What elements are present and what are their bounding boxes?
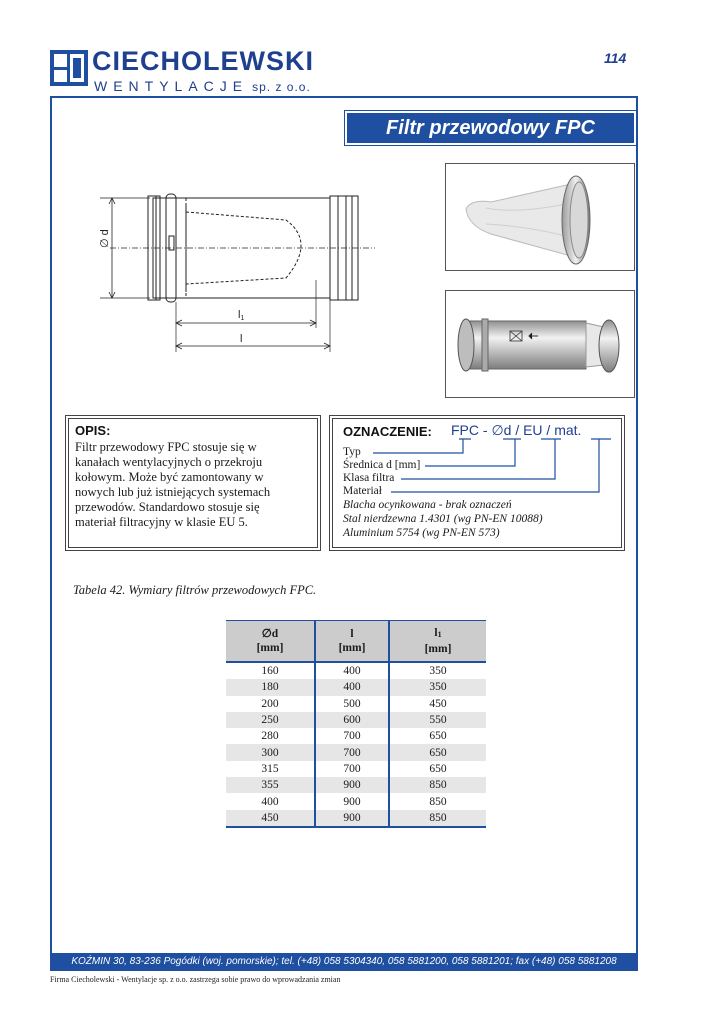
table-cell: 300	[226, 744, 315, 760]
table-cell: 315	[261, 762, 279, 775]
brand-sub-text: WENTYLACJE	[94, 78, 249, 94]
product-photo-duct-filter	[445, 290, 635, 398]
table-cell: 850	[389, 810, 486, 827]
table-cell: 400	[315, 662, 389, 679]
table-cell: 900	[315, 777, 389, 793]
table-row	[226, 679, 486, 695]
table-row	[226, 662, 486, 679]
table-cell: 200	[261, 697, 279, 710]
description-line: Filtr przewodowy FPC stosuje się w	[75, 440, 257, 454]
material-option: Stal nierdzewna 1.4301 (wg PN-EN 10088)	[343, 513, 543, 525]
table-row	[226, 810, 486, 827]
table-cell: 850	[389, 777, 486, 793]
column-header-l1: l1 [mm]	[389, 621, 486, 663]
product-photo-filter-bag	[445, 163, 635, 271]
designation-item-type: Typ	[343, 446, 361, 458]
table-cell: 355	[226, 777, 315, 793]
l-label: l	[240, 333, 243, 345]
table-cell: 900	[315, 810, 389, 827]
table-cell: 400	[315, 679, 389, 695]
table-cell: 600	[315, 712, 389, 728]
page-title: Filtr przewodowy FPC	[345, 111, 636, 145]
page-number: 114	[604, 50, 627, 66]
footer-address: KOŹMIN 30, 83-236 Pogódki (woj. pomorskie); tel. (+48) 058 5304340, 058 5881200, 058 5881201; fax (+48) 058 5881208	[50, 953, 638, 971]
table-cell: 350	[429, 665, 447, 678]
table-row	[226, 777, 486, 793]
description-line: przewodów. Standardowo stosuje się	[75, 500, 260, 514]
table-caption: Tabela 42. Wymiary filtrów przewodowych FPC.	[73, 583, 317, 597]
table-cell: 180	[226, 679, 315, 695]
description-line: nowych lub już istniejących systemach	[75, 485, 271, 499]
table-cell: 450	[226, 810, 315, 827]
diameter-label: ∅ d	[99, 229, 111, 248]
table-cell: 500	[315, 696, 389, 712]
designation-heading: OZNACZENIE:	[343, 424, 432, 439]
brand-name: CIECHOLEWSKI	[92, 46, 315, 76]
table-cell: 700	[315, 761, 389, 777]
table-cell: 450	[429, 697, 447, 710]
designation-item-diameter: Średnica d [mm]	[343, 459, 421, 471]
table-cell: 650	[429, 762, 447, 775]
material-option: Blacha ocynkowana - brak oznaczeń	[343, 499, 512, 511]
description-heading: OPIS:	[75, 423, 111, 438]
column-header-diameter: ∅d [mm]	[226, 621, 315, 663]
table-cell: 250	[226, 712, 315, 728]
description-box	[68, 418, 318, 548]
table-row	[226, 744, 486, 760]
brand-suffix: sp. z o.o.	[252, 80, 311, 94]
table-cell: 700	[315, 728, 389, 744]
table-cell: 900	[315, 793, 389, 809]
designation-code: FPC - ∅d / EU / mat.	[451, 422, 582, 438]
description-line: kanałach wentylacyjnych o przekroju	[75, 455, 263, 469]
table-row	[226, 793, 486, 809]
table-cell: 700	[315, 744, 389, 760]
column-header-length: l [mm]	[315, 621, 389, 663]
table-row	[226, 761, 486, 777]
description-line: materiał filtracyjny w klasie EU 5.	[75, 515, 248, 529]
duct-filter-image	[446, 291, 634, 397]
table-row	[226, 696, 486, 712]
description-line: kołowym. Może być zamontowany w	[75, 470, 264, 484]
footer-disclaimer: Firma Ciecholewski - Wentylacje sp. z o.o. zastrzega sobie prawo do wprowadzania zmian	[50, 975, 341, 984]
company-logo-icon	[50, 50, 88, 86]
table-cell: 280	[261, 730, 279, 743]
table-header-row	[226, 621, 486, 663]
table-cell: 160	[261, 665, 279, 678]
table-cell: 650	[429, 730, 447, 743]
material-option: Aluminium 5754 (wg PN-EN 573)	[343, 527, 500, 539]
table-cell: 650	[389, 744, 486, 760]
description-text	[75, 440, 311, 530]
filter-bag-image	[446, 164, 634, 270]
table-cell: 850	[429, 795, 447, 808]
table-cell: 550	[389, 712, 486, 728]
designation-item-material: Materiał	[343, 485, 382, 497]
designation-item-filter-class: Klasa filtra	[343, 472, 395, 484]
designation-box	[332, 418, 622, 548]
table-row	[226, 728, 486, 744]
table-cell: 400	[261, 795, 279, 808]
brand-subtitle	[94, 78, 311, 94]
table-cell: 350	[389, 679, 486, 695]
table-body	[226, 662, 486, 827]
l1-label: l1	[238, 309, 245, 322]
dimensions-table	[226, 620, 486, 828]
table-row	[226, 712, 486, 728]
technical-drawing	[90, 180, 390, 360]
